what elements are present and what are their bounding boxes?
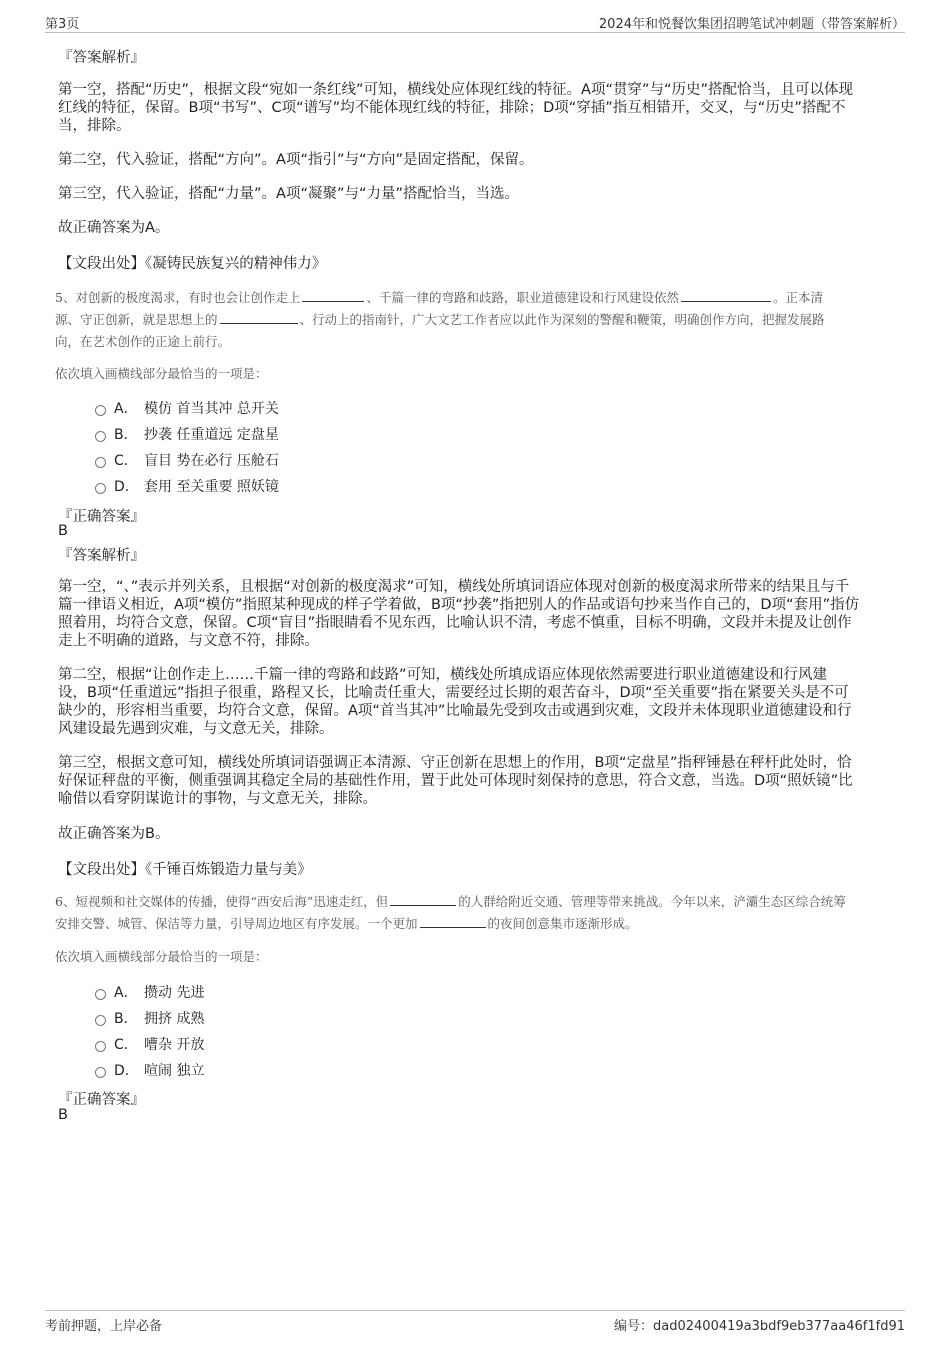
option-c[interactable] [95,1034,204,1054]
option-text: 抄袭 任重道远 定盘星 [144,427,279,443]
radio-icon[interactable] [95,989,106,1000]
radio-icon[interactable] [95,1015,106,1026]
question-5-prompt: 依次填入画横线部分最恰当的一项是： [55,366,268,381]
question-text-segment: 5、对创新的极度渴求，有时也会让创作走上 [55,290,301,305]
option-b[interactable] [95,1008,204,1028]
page-footer [45,1310,905,1333]
analysis-line: 篇一律语义相近，A项“模仿”指照某种现成的样子学着做，B项“抄袭”指把别人的作品或语句抄来当作自己的，D项“套用”指仿 [58,597,860,613]
analysis-conclusion: 故正确答案为B。 [58,826,170,842]
question-6-text [55,891,890,935]
fill-blank [390,893,456,906]
option-c[interactable] [95,450,279,470]
option-text: 盲目 势在必行 压舱石 [144,453,279,469]
radio-icon[interactable] [95,483,106,494]
fill-blank [220,311,298,324]
option-d[interactable] [95,1060,204,1080]
option-d[interactable] [95,476,279,496]
page-header [45,10,905,33]
passage-source: 【文段出处】《千锤百炼锻造力量与美》 [58,862,312,878]
analysis-conclusion: 故正确答案为A。 [58,220,170,236]
question-text-segment: 向，在艺术创作的正途上前行。 [55,334,231,349]
analysis-line: 缺少的，形容相当重要，均符合文意，保留。A项“首当其冲”比喻最先受到攻击或遇到灾难，文段并未体现职业道德建设和行 [58,703,852,719]
fill-blank [302,289,364,302]
correct-answer: B [58,523,68,539]
analysis-paragraph-1 [58,578,893,650]
option-letter: D． [114,479,139,495]
footer-slogan: 考前押题，上岸必备 [45,1319,163,1334]
analysis-paragraph-3: 第三空，代入验证，搭配“力量”。A项“凝聚”与“力量”搭配恰当，当选。 [58,186,519,202]
option-a[interactable] [95,398,279,418]
radio-icon[interactable] [95,1041,106,1052]
analysis-line: 当，排除。 [58,118,131,134]
option-text: 模仿 首当其冲 总开关 [144,401,279,417]
option-text: 拥挤 成熟 [144,1011,205,1027]
analysis-paragraph-1 [58,81,893,135]
question-text-segment: 源、守正创新，就是思想上的 [55,312,218,327]
analysis-heading: 『答案解析』 [58,548,145,564]
analysis-line: 第一空，“、”表示并列关系，且根据“对创新的极度渴求”可知，横线处所填词语应体现对创新的极度渴求所带来的结果且与千 [58,579,850,595]
analysis-line: 照着用，均符合文意，保留。C项“盲目”指眼睛看不见东西，比喻认识不清，考虑不慎重，目标不明确，文段并未提及让创作 [58,615,852,631]
document-title: 2024年和悦餐饮集团招聘笔试冲刺题（带答案解析） [598,17,905,32]
option-letter: C． [114,453,138,469]
analysis-line: 设，B项“任重道远”指担子很重，路程又长，比喻责任重大，需要经过长期的艰苦奋斗，D项“至关重要”指在紧要关头是不可 [58,685,849,701]
option-letter: D． [114,1063,139,1079]
correct-answer-heading: 『正确答案』 [58,1092,145,1108]
analysis-paragraph-2: 第二空，代入验证，搭配“方向”。A项“指引”与“方向”是固定搭配，保留。 [58,152,534,168]
analysis-line: 第二空，根据“让创作走上……千篇一律的弯路和歧路”可知，横线处所填成语应体现依然需要进行职业道德建设和行风建 [58,667,828,683]
analysis-line: 风建设最先遇到灾难，与文意无关，排除。 [58,721,334,737]
analysis-line: 红线的特征，保留。B项“书写”、C项“谱写”均不能体现红线的特征，排除；D项“穿插”指互相错开，交叉，与“历史”搭配不 [58,100,846,116]
option-letter: A． [114,401,138,417]
option-letter: B． [114,1011,138,1027]
option-text: 嘈杂 开放 [144,1037,205,1053]
option-letter: A． [114,985,138,1001]
question-5-text [55,287,890,353]
option-text: 攒动 先进 [144,985,205,1001]
fill-blank [681,289,771,302]
question-text-segment: 的夜间创意集市逐渐形成。 [487,916,638,931]
question-text-segment: 安排交警、城管、保洁等力量，引导周边地区有序发展。一个更加 [55,916,418,931]
question-text-segment: 6、短视频和社交媒体的传播，使得“西安后海”迅速走红，但 [55,894,389,909]
option-text: 喧闹 独立 [144,1063,205,1079]
analysis-line: 喻借以看穿阴谋诡计的事物，与文意无关，排除。 [58,791,377,807]
option-b[interactable] [95,424,279,444]
fill-blank [420,915,486,928]
question-text-segment: 的人群给附近交通、管理等带来挑战。今年以来，浐灞生态区综合统筹 [458,894,846,909]
option-letter: C． [114,1037,138,1053]
analysis-line: 第一空，搭配“历史”，根据文段“宛如一条红线”可知，横线处应体现红线的特征。A项“贯穿”与“历史”搭配恰当，且可以体现 [58,82,854,98]
radio-icon[interactable] [95,1067,106,1078]
analysis-paragraph-2 [58,666,893,738]
correct-answer: B [58,1107,68,1123]
page-number: 第3页 [45,17,80,32]
radio-icon[interactable] [95,457,106,468]
analysis-line: 第三空，根据文意可知，横线处所填词语强调正本清源、守正创新在思想上的作用，B项“定盘星”指秤锤悬在秤杆此处时，恰 [58,755,852,771]
radio-icon[interactable] [95,431,106,442]
correct-answer-heading: 『正确答案』 [58,509,145,525]
analysis-line: 好保证秤盘的平衡，侧重强调其稳定全局的基础性作用，置于此处可体现时刻保持的意思，符合文意，当选。D项“照妖镜”比 [58,773,853,789]
analysis-line: 走上不明确的道路，与文意不符，排除。 [58,633,319,649]
option-letter: B． [114,427,138,443]
question-text-segment: 。正本清 [772,290,823,305]
option-a[interactable] [95,982,204,1002]
question-text-segment: 、行动上的指南针，广大文艺工作者应以此作为深刻的警醒和鞭策，明确创作方向，把握发展路 [299,312,825,327]
option-text: 套用 至关重要 照妖镜 [144,479,279,495]
question-text-segment: 、千篇一律的弯路和歧路，职业道德建设和行风建设依然 [366,290,679,305]
document-id: 编号：dad02400419a3bdf9eb377aa46f1fd91 [614,1319,905,1334]
passage-source: 【文段出处】《凝铸民族复兴的精神伟力》 [58,256,327,272]
radio-icon[interactable] [95,405,106,416]
analysis-heading: 『答案解析』 [58,50,145,66]
analysis-paragraph-3 [58,754,893,808]
question-6-prompt: 依次填入画横线部分最恰当的一项是： [55,949,268,964]
